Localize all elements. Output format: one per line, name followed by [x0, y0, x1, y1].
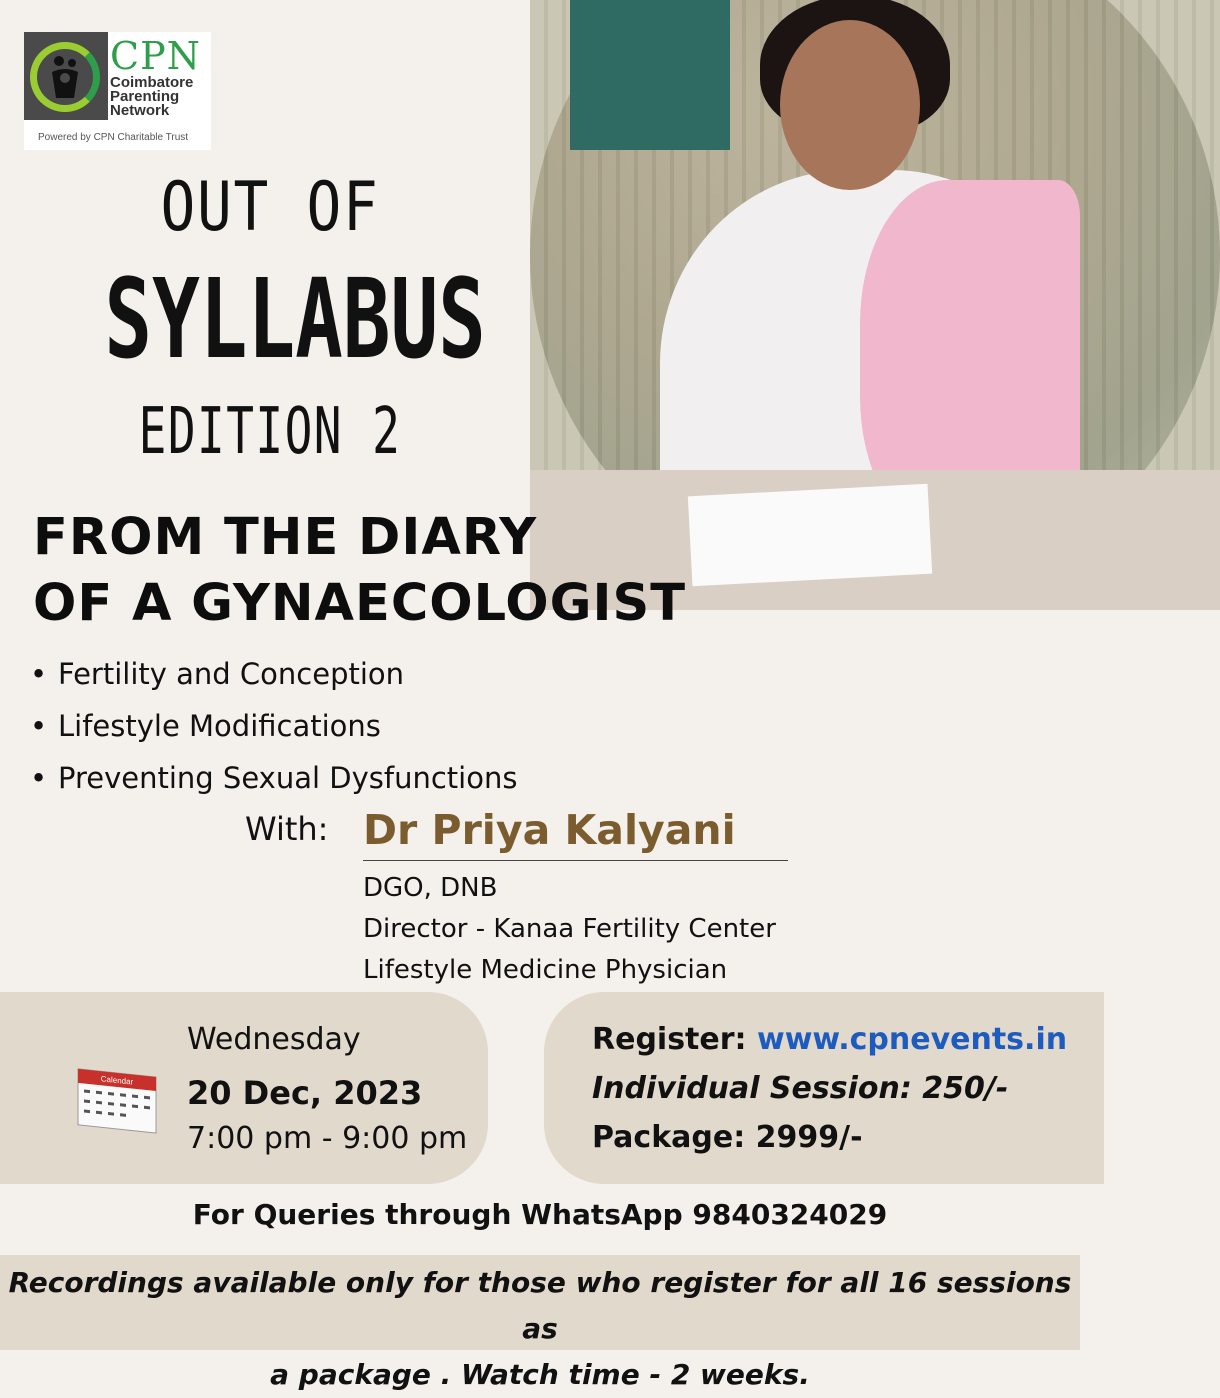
list-item: • Preventing Sexual Dysfunctions [30, 752, 517, 804]
logo-org-name: Coimbatore Parenting Network [110, 74, 194, 119]
event-time: 7:00 pm - 9:00 pm [187, 1121, 468, 1156]
speaker-credentials: DGO, DNB Director - Kanaa Fertility Center Lifestyle Medicine Physician [363, 873, 776, 985]
list-item: • Fertility and Conception [30, 648, 517, 700]
with-label: With: [245, 810, 329, 848]
bullet-icon: • [30, 657, 48, 691]
logo-powered-by: Powered by CPN Charitable Trust [38, 132, 189, 143]
title-line-2: SYLLABUS [104, 255, 486, 383]
package-price: Package: 2999/- [592, 1120, 863, 1155]
register-line [592, 1022, 1067, 1057]
register-link[interactable]: www.cpnevents.in [757, 1022, 1068, 1057]
event-day: Wednesday [187, 1022, 361, 1057]
event-date: 20 Dec, 2023 [187, 1074, 423, 1112]
logo-abbr: CPN [110, 34, 201, 78]
list-item: • Lifestyle Modifications [30, 700, 517, 752]
svg-text:Calendar: Calendar [100, 1074, 134, 1087]
register-label: Register: [592, 1022, 747, 1057]
title-line-1: OUT OF [160, 168, 380, 247]
headline: FROM THE DIARY OF A GYNAECOLOGIST [33, 508, 687, 633]
cpn-logo [24, 32, 211, 150]
speaker-name: Dr Priya Kalyani [363, 806, 788, 861]
whatsapp-queries: For Queries through WhatsApp 9840324029 [192, 1198, 888, 1231]
individual-session-price: Individual Session: 250/- [592, 1071, 1009, 1106]
recordings-note: Recordings available only for those who register for all 16 sessions as a package . Watch time - 2 weeks. [8, 1266, 1072, 1391]
calendar-icon [70, 1066, 160, 1132]
title-line-3: EDITION 2 [138, 395, 402, 469]
topic-list [30, 648, 517, 804]
bullet-icon: • [30, 761, 48, 795]
parenting-logo-icon [24, 32, 108, 120]
bullet-icon: • [30, 709, 48, 743]
